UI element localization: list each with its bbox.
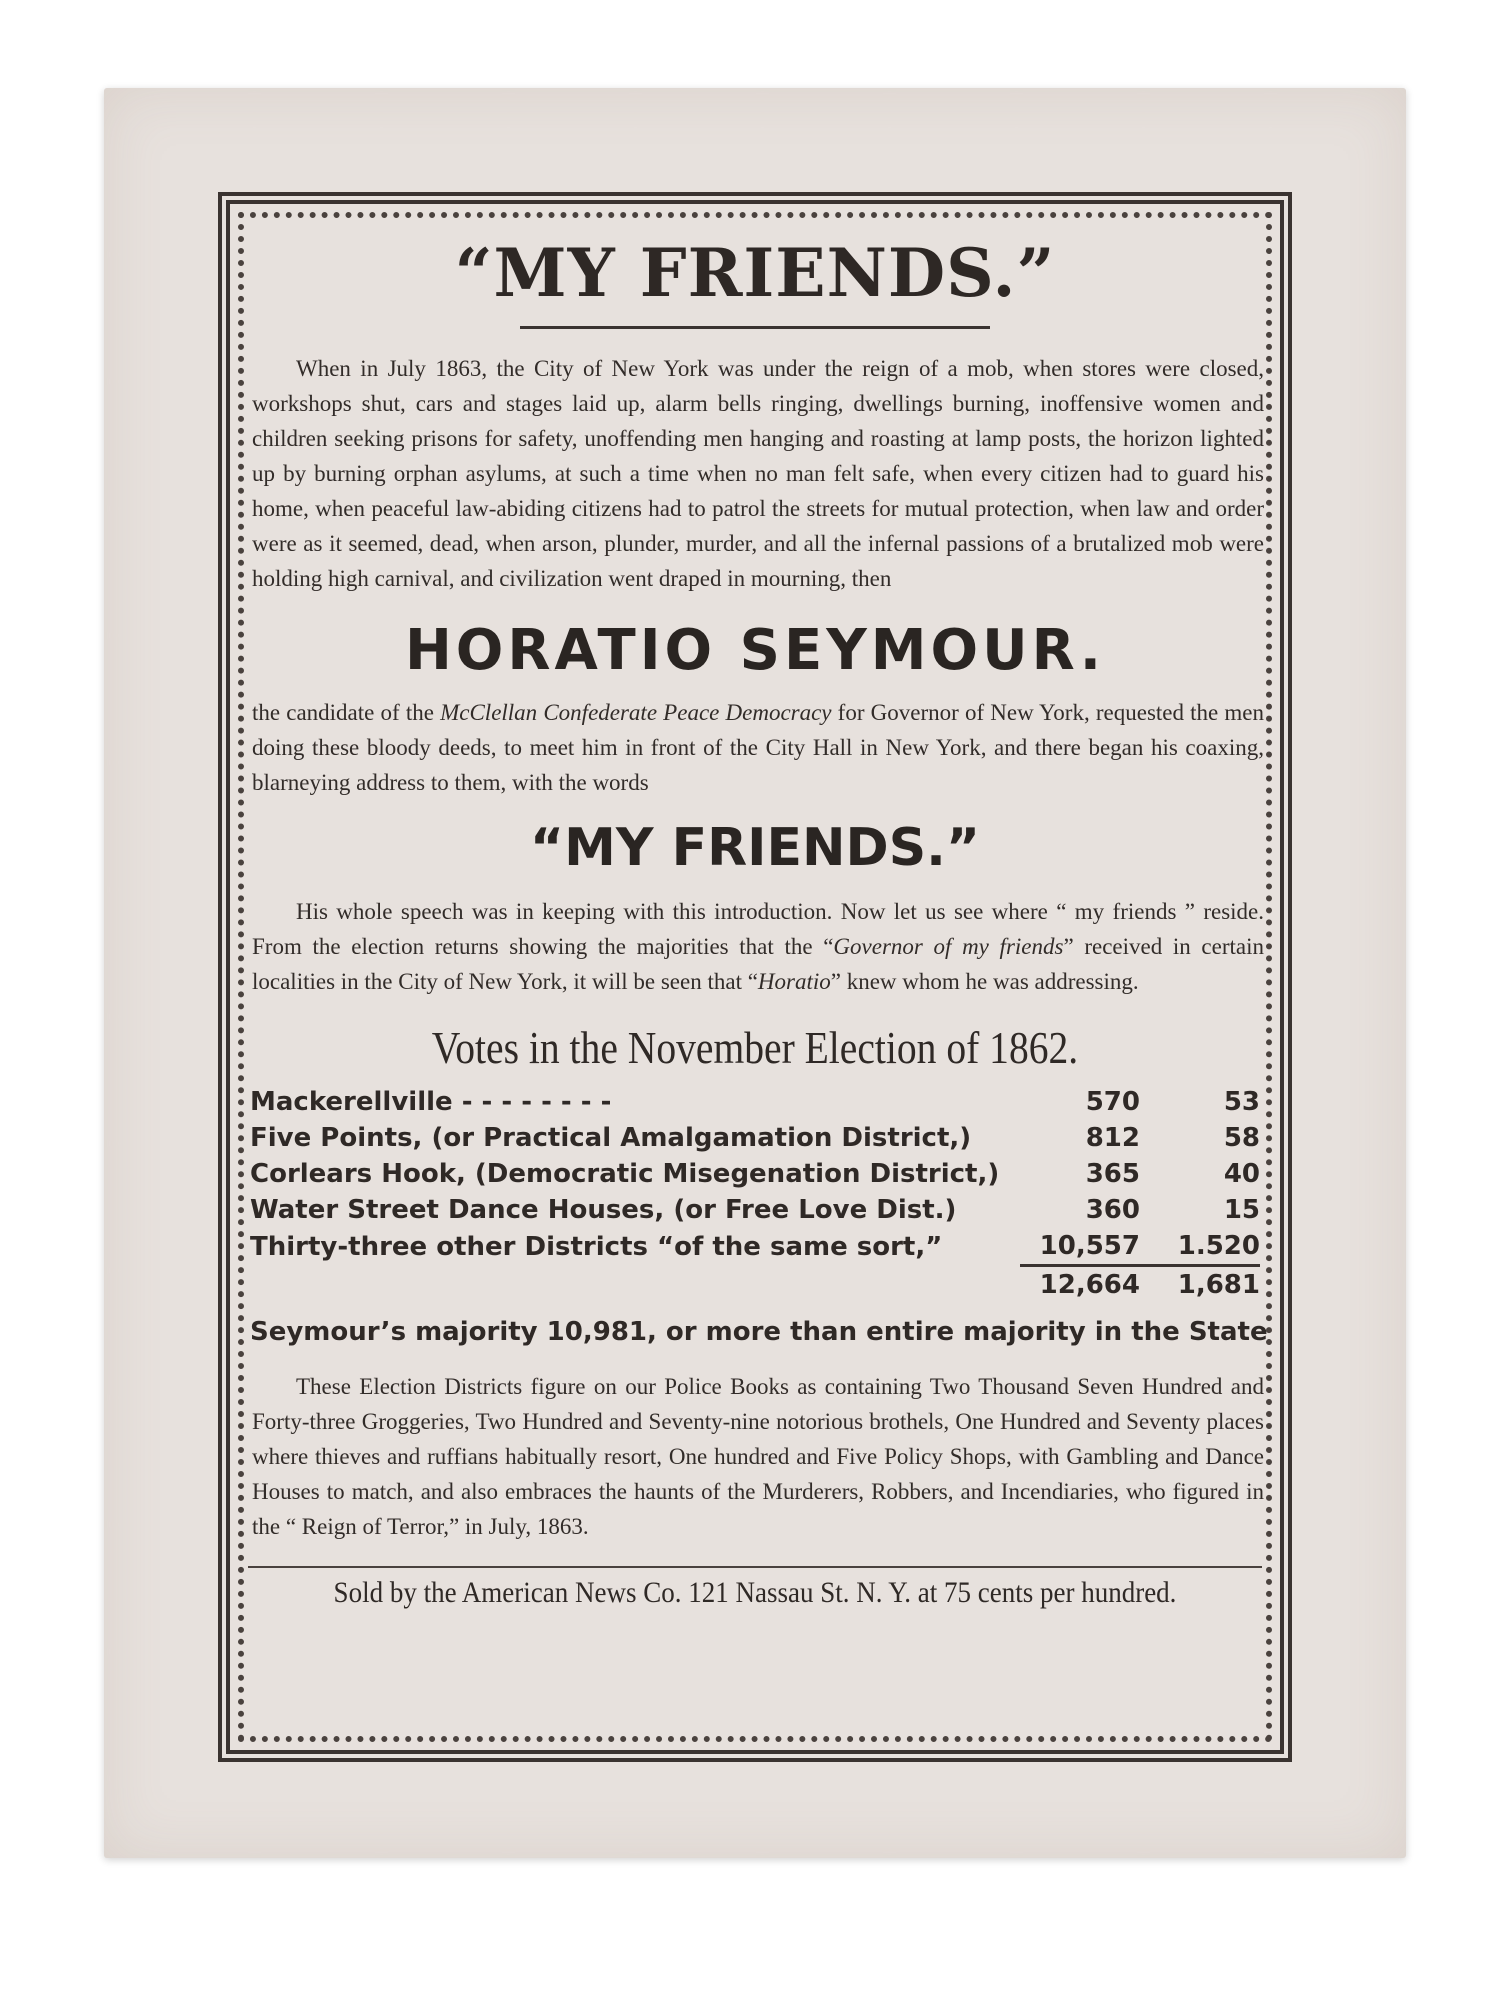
votes-b-cell: 1.520 [1177, 1231, 1260, 1261]
district-cell: Water Street Dance Houses, (or Free Love Dist.) [250, 1195, 957, 1225]
table-row [250, 1120, 1260, 1156]
total-b-cell: 1,681 [1140, 1266, 1260, 1304]
votes-a-cell: 10,557 [1039, 1231, 1140, 1261]
table-row [250, 1156, 1260, 1192]
votes-a-cell: 365 [1085, 1159, 1140, 1189]
title-underline [520, 326, 990, 329]
sold-by-line: Sold by the American News Co. 121 Nassau St. N. Y. at 75 cents per hundred. [333, 1576, 1177, 1609]
votes-b-cell: 53 [1223, 1087, 1260, 1117]
paragraph-police-books: These Election Districts figure on our Police Books as containing Two Thousand Seven Hundred and Forty-three Groggeries, Two Hundred and Seventy-nine notorious brothels, One Hundred and Seventy places where thieves and ruffians habitually resort, One hundred and Five Policy Shops, with Gambling and Dance Houses to match, and also embraces the haunts of the Murderers, Robbers, and Incendiaries, who figured in the “ Reign of Terror,” in July, 1863. [252, 1374, 1264, 1539]
table-row [250, 1084, 1260, 1120]
district-cell: Five Points, (or Practical Amalgamation District,) [250, 1123, 972, 1153]
text-segment: the candidate of the [252, 700, 441, 725]
text-segment: for Governor of New York, requested the men doing these bloody deeds, to meet him in front of the City Hall in New York, and there began his coaxing, blarneying address to them, with the words [252, 700, 1264, 795]
text-segment: ” received in certain localities in the City of New York, it will be seen that “ [252, 934, 1264, 994]
broadside-sheet [104, 88, 1406, 1858]
text-segment: ” knew whom he was addressing. [830, 969, 1139, 994]
votes-b-cell: 58 [1223, 1123, 1260, 1153]
votes-a-cell: 570 [1085, 1087, 1140, 1117]
italic-phrase: Horatio [757, 969, 831, 994]
votes-a-cell: 360 [1085, 1195, 1140, 1225]
totals-spacer [250, 1266, 1020, 1304]
headline-my-friends-2: “MY FRIENDS.” [529, 818, 981, 878]
votes-heading: Votes in the November Election of 1862. [431, 1022, 1079, 1073]
table-row [250, 1192, 1260, 1228]
candidate-name: HORATIO SEYMOUR. [404, 618, 1106, 683]
paragraph-speech [252, 894, 1264, 999]
footer-divider [248, 1566, 1262, 1568]
district-cell: Mackerellville - - - - - - - - [250, 1087, 612, 1117]
votes-table [250, 1084, 1260, 1303]
paragraph-mob-reign: When in July 1863, the City of New York was under the reign of a mob, when stores were closed, workshops shut, cars and stages laid up, alarm bells ringing, dwellings burning, inoffensive women and children seeking prisons for safety, unoffending men hanging and roasting at lamp posts, the horizon lighted up by burning orphan asylums, at such a time when no man felt safe, when every citizen had to guard his home, when peaceful law-abiding citizens had to patrol the streets for mutual protection, when law and order were as it seemed, dead, when arson, plunder, murder, and all the infernal passions of a brutalized mob were holding high carnival, and civilization went draped in mourning, then [252, 356, 1264, 591]
majority-line: Seymour’s majority 10,981, or more than entire majority in the State [250, 1317, 1268, 1347]
party-name-italic: McClellan Confederate Peace Democracy [440, 700, 832, 725]
votes-a-cell: 812 [1085, 1123, 1140, 1153]
table-row [250, 1228, 1260, 1266]
italic-phrase: Governor of my friends [833, 934, 1064, 959]
paragraph-candidate [252, 695, 1264, 800]
district-cell: Corlears Hook, (Democratic Misegenation District,) [250, 1159, 1000, 1189]
votes-b-cell: 40 [1223, 1159, 1260, 1189]
text-segment: His whole speech was in keeping with this introduction. Now let us see where “ my friends ” reside. From the election returns showing the majorities that the “ [252, 899, 1264, 959]
total-a-cell: 12,664 [1020, 1266, 1140, 1304]
totals-row [250, 1266, 1260, 1304]
district-cell: Thirty-three other Districts “of the same sort,” [250, 1231, 943, 1262]
headline-my-friends: “MY FRIENDS.” [454, 234, 1056, 312]
votes-b-cell: 15 [1223, 1195, 1260, 1225]
broadside-content [240, 218, 1270, 1610]
